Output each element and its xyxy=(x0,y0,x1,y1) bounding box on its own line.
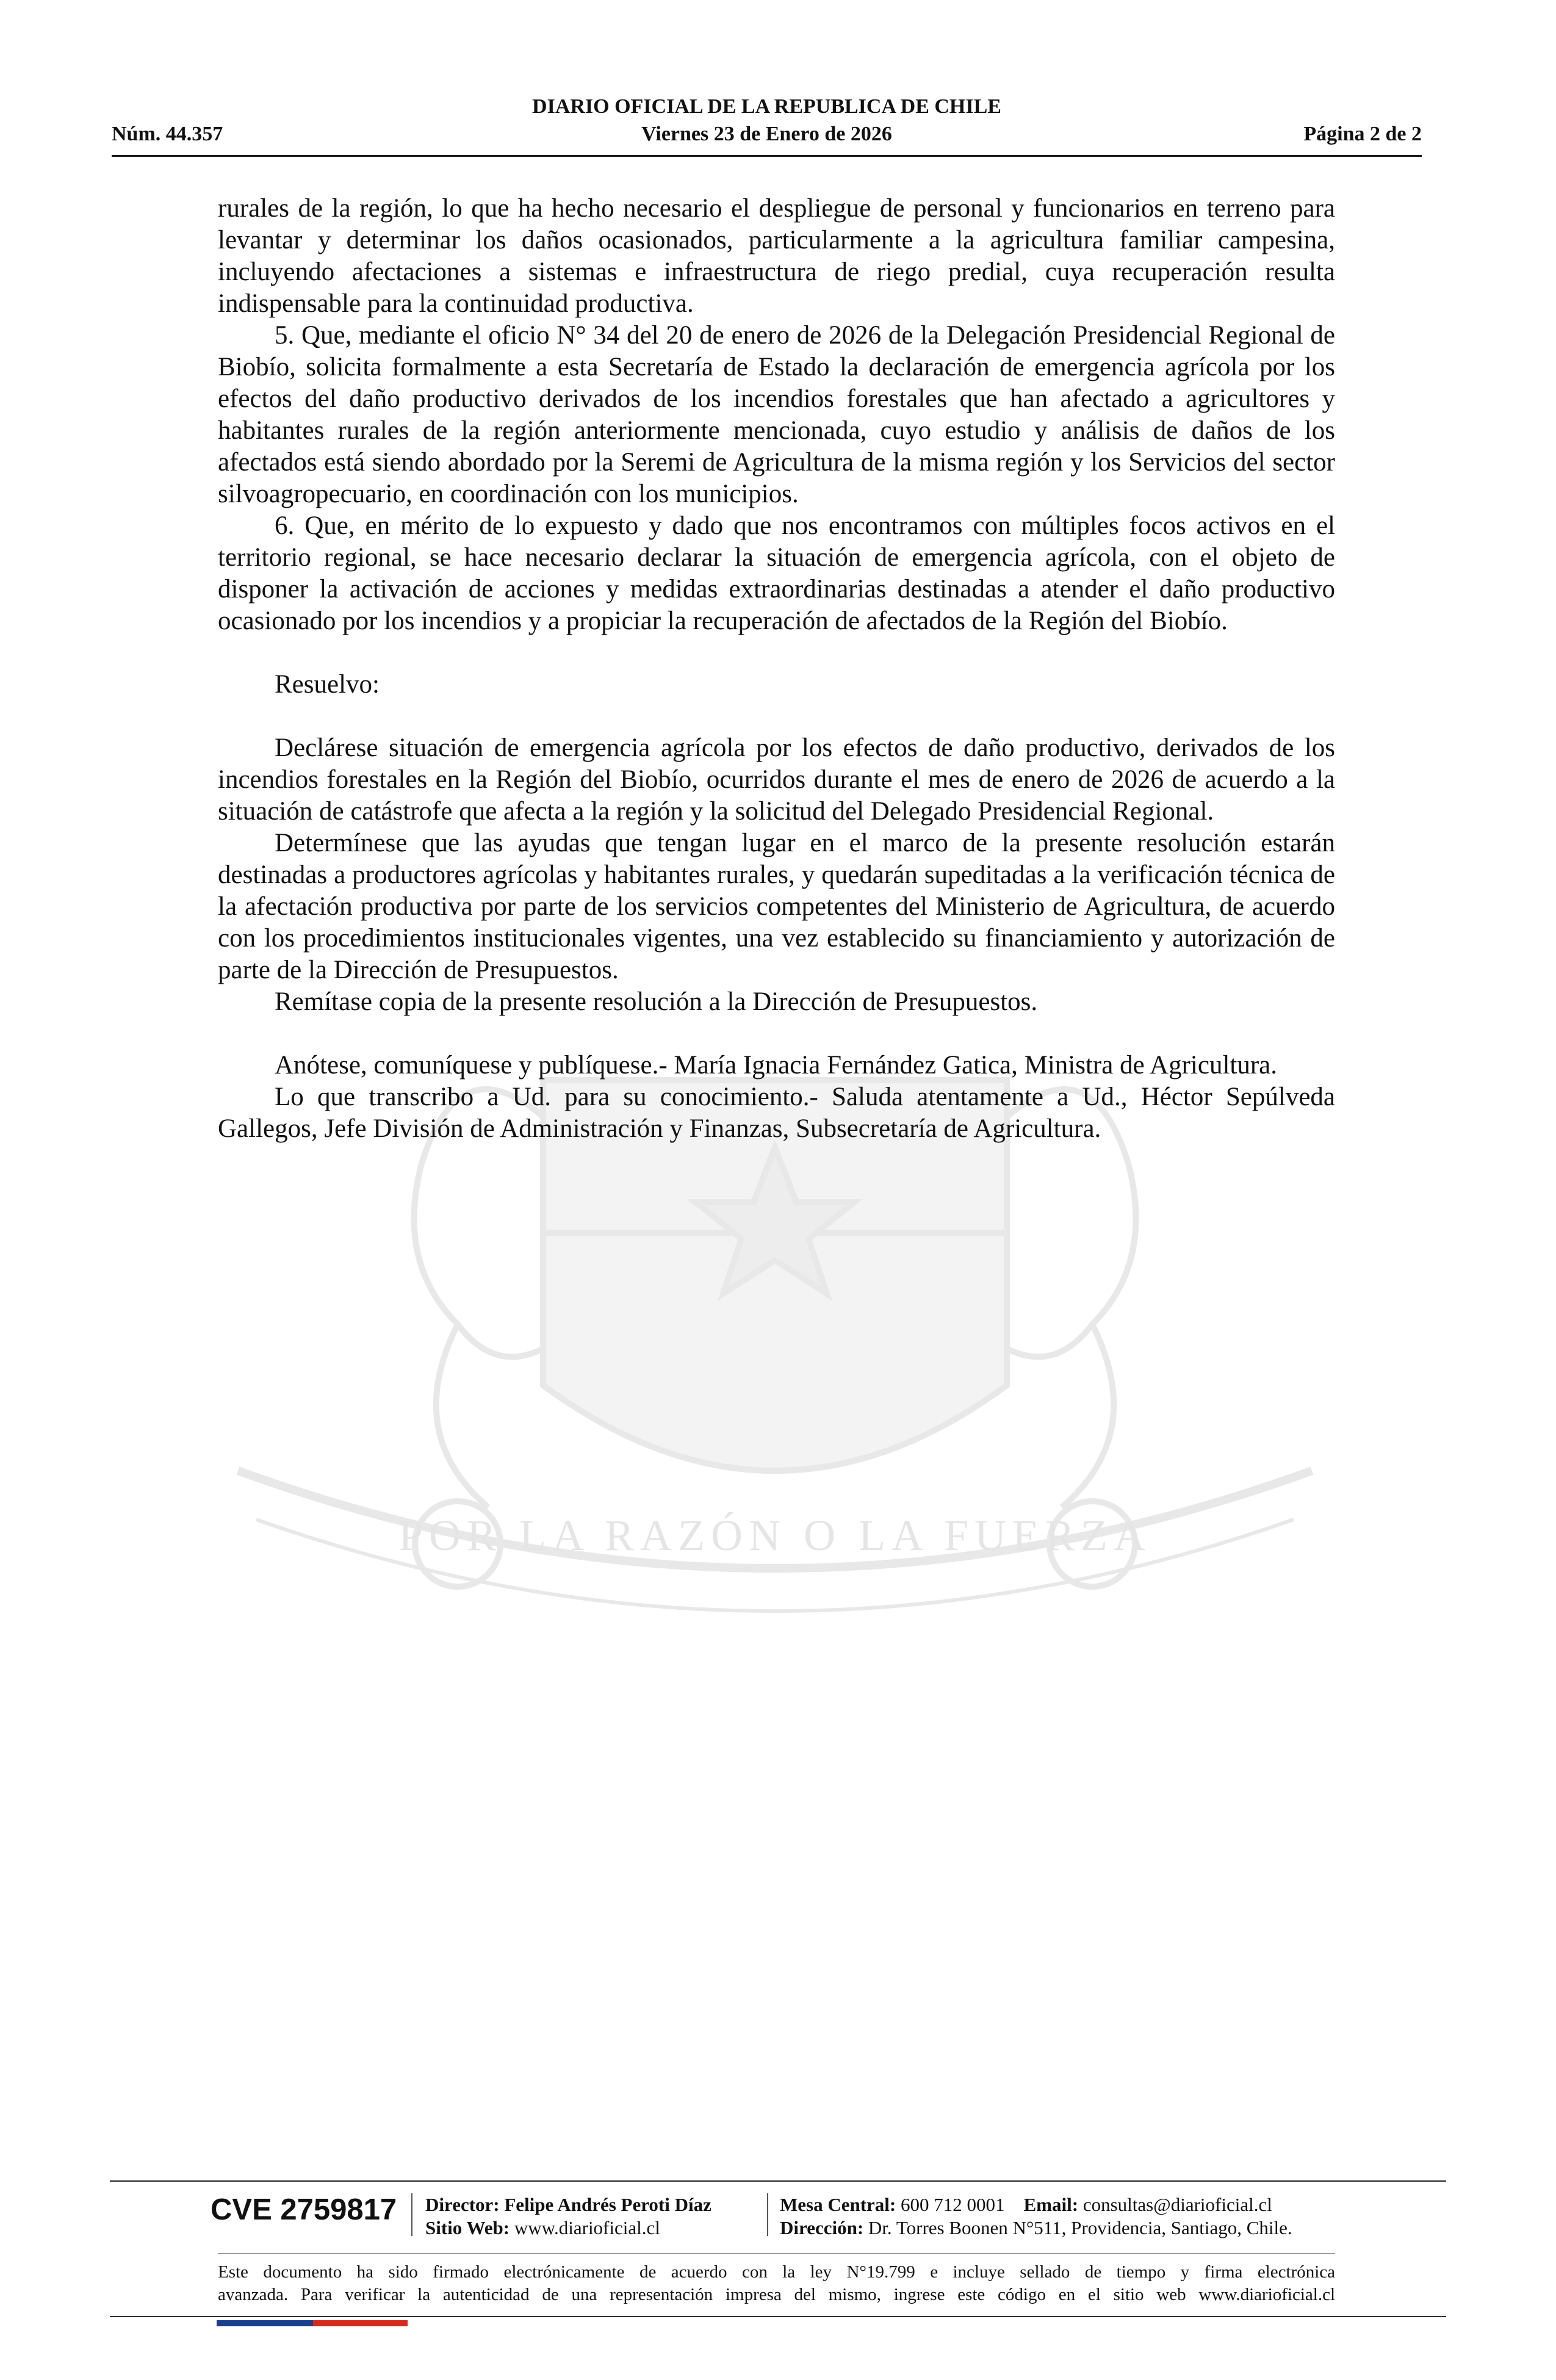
footer-separator xyxy=(767,2193,768,2236)
email-label: Email: xyxy=(1023,2194,1079,2215)
director-name: Felipe Andrés Peroti Díaz xyxy=(504,2194,711,2215)
address-text: Dr. Torres Boonen N°511, Providencia, Santiago, Chile. xyxy=(868,2217,1292,2238)
legal-notice-line: avanzada. Para verificar la autenticidad de una representación impresa del mismo, ingrese este código en el sitio web www.diarioficial.cl xyxy=(218,2285,1335,2304)
page-indicator: Página 2 de 2 xyxy=(1303,123,1422,145)
flag-stripe-red xyxy=(313,2320,408,2326)
newspaper-title: DIARIO OFICIAL DE LA REPUBLICA DE CHILE xyxy=(532,95,1001,118)
paragraph-transcription: Lo que transcribo a Ud. para su conocimiento.- Saluda atentamente a Ud., Héctor Sepúlveda Gallegos, Jefe División de Administración y Finanzas, Subsecretaría de Agricultura. xyxy=(218,1083,1335,1143)
mesa-phone: 600 712 0001 xyxy=(901,2194,1005,2215)
director-label: Director: xyxy=(425,2194,500,2215)
paragraph-continuation: rurales de la región, lo que ha hecho necesario el despliegue de personal y funcionarios en terreno para levantar y determinar los daños ocasionados, particularmente a la agricultura familiar campesina, incluyendo afectaciones a sistemas e infraestructura de riego predial, cuya recuperación resulta indispensable para la continuidad productiva. xyxy=(218,194,1335,318)
resolution-heading: Resuelvo: xyxy=(275,670,380,699)
footer-separator xyxy=(411,2193,412,2236)
footer-divider-top xyxy=(110,2180,1446,2182)
paragraph-considerando-6: 6. Que, en mérito de lo expuesto y dado que nos encontramos con múltiples focos activos en el territorio regional, se hace necesario declarar la situación de emergencia agrícola, con el objeto de disponer la activación de acciones y medidas extraordinarias destinadas a atender el daño productivo ocasionado por los incendios y a propiciar la recuperación de afectados de la Región del Biobío. xyxy=(218,511,1335,635)
email-address[interactable]: consultas@diarioficial.cl xyxy=(1082,2194,1272,2215)
website-label: Sitio Web: xyxy=(425,2217,510,2238)
footer-contact-block xyxy=(780,2193,1292,2240)
legal-notice-line: Este documento ha sido firmado electrónicamente de acuerdo con la ley N°19.799 e incluye sellado de tiempo y firma electrónica xyxy=(218,2262,1335,2282)
paragraph-copy-remit: Remítase copia de la presente resolución a la Dirección de Presupuestos. xyxy=(275,987,1038,1016)
paragraph-signature: Anótese, comuníquese y publíquese.- María Ignacia Fernández Gatica, Ministra de Agricultura. xyxy=(275,1051,1278,1080)
cve-code: CVE 2759817 xyxy=(211,2193,397,2226)
legal-notice xyxy=(218,2261,1335,2306)
paragraph-aid-terms: Determínese que las ayudas que tengan lugar en el marco de la presente resolución estarán destinadas a productores agrícolas y habitantes rurales, y quedarán supeditadas a la verificación técnica de la afectación productiva por parte de los servicios competentes del Ministerio de Agricultura, de acuerdo con los procedimientos institucionales vigentes, una vez establecido su financiamiento y autorización de parte de la Dirección de Presupuestos. xyxy=(218,829,1335,984)
header-divider xyxy=(112,155,1422,157)
header-row xyxy=(112,122,1422,146)
footer-director-block xyxy=(425,2193,711,2240)
paragraph-declaration: Declárese situación de emergencia agrícola por los efectos de daño productivo, derivados de los incendios forestales en la Región del Biobío, ocurridos durante el mes de enero de 2026 de acuerdo a la situación de catástrofe que afecta a la región y la solicitud del Delegado Presidencial Regional. xyxy=(218,734,1335,826)
flag-stripe-blue xyxy=(217,2320,313,2326)
mesa-label: Mesa Central: xyxy=(780,2194,896,2215)
issue-date: Viernes 23 de Enero de 2026 xyxy=(641,123,892,145)
issue-number: Núm. 44.357 xyxy=(112,123,223,145)
website-link[interactable]: www.diarioficial.cl xyxy=(514,2217,660,2238)
address-label: Dirección: xyxy=(780,2217,864,2238)
motto-text: POR LA RAZÓN O LA FUERZA xyxy=(398,1511,1152,1560)
document-body xyxy=(218,193,1335,1145)
footer-divider-middle xyxy=(218,2253,1335,2254)
paragraph-considerando-5: 5. Que, mediante el oficio N° 34 del 20 de enero de 2026 de la Delegación Presidencial Regional de Biobío, solicita formalmente a esta Secretaría de Estado la declaración de emergencia agrícola por los efectos del daño productivo derivados de los incendios forestales que han afectado a agricultores y habitantes rurales de la región anteriormente mencionada, cuyo estudio y análisis de daños de los afectados está siendo abordado por la Seremi de Agricultura de la misma región y los Servicios del sector silvoagropecuario, en coordinación con los municipios. xyxy=(218,321,1335,508)
footer-divider-bottom xyxy=(110,2316,1446,2317)
